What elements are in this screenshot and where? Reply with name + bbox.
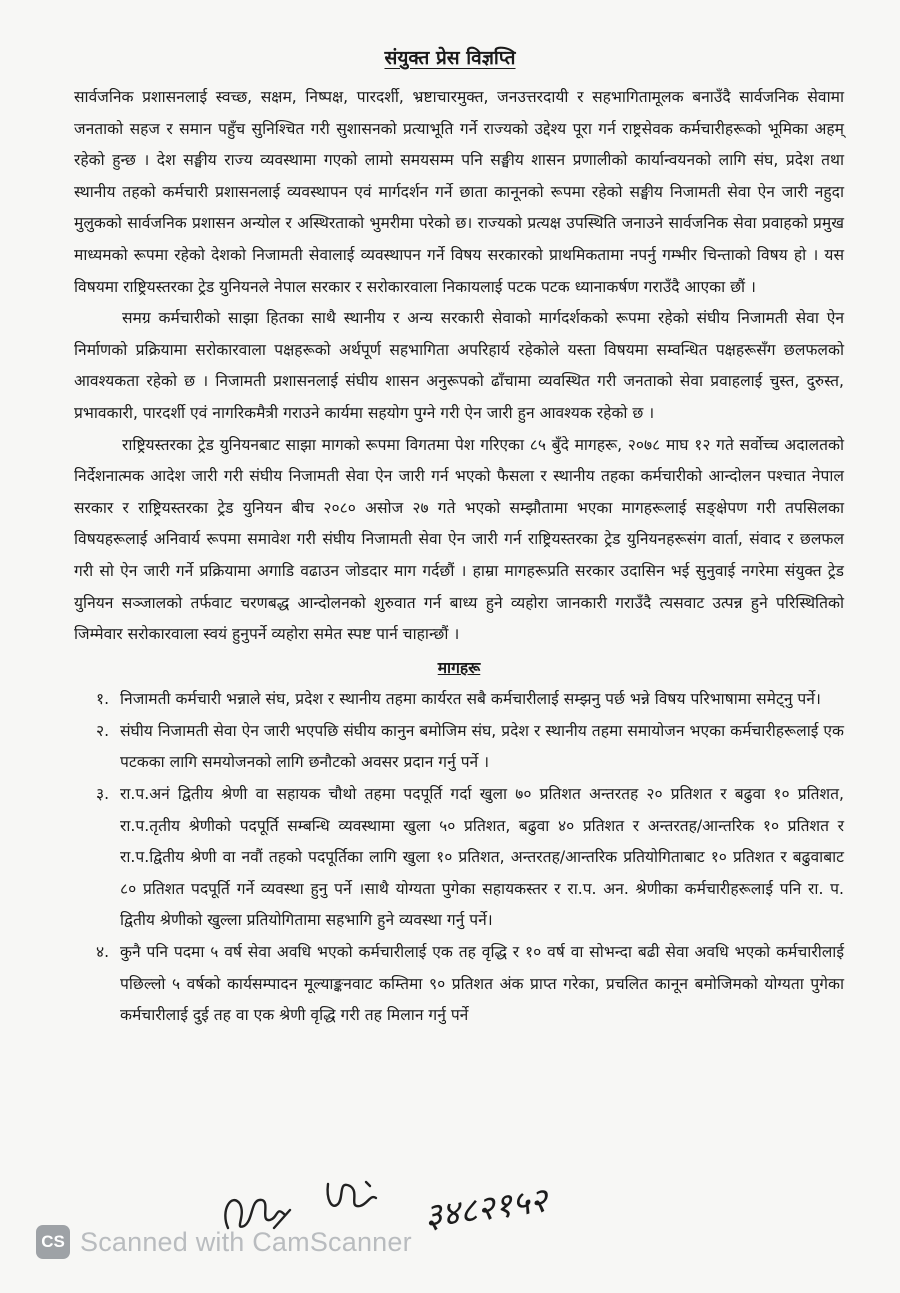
signature-2 <box>328 1182 376 1206</box>
document-body <box>74 82 844 1032</box>
handwritten-note: ३४८२१५२ <box>421 1180 550 1238</box>
page-title: संयुक्त प्रेस विज्ञप्ति <box>384 47 516 69</box>
list-item-text: रा.प.अनं द्वितीय श्रेणी वा सहायक चौथो तहमा पदपूर्ति गर्दा खुला ७० प्रतिशत अन्तरतह २० प्रतिशत र बढुवा १० प्रतिशत, रा.प.तृतीय श्रेणीको पदपूर्ति सम्बन्धि व्यवस्थामा खुला ५० प्रतिशत, बढुवा ४० प्रतिशत र अन्तरतह/आन्तरिक १० प्रतिशत र रा.प.द्वितीय श्रेणी वा नवौं तहको पदपूर्तिका लागि खुला १० प्रतिशत, अन्तरतह/आन्तरिक प्रतियोगिताबाट १० प्रतिशत र बढुवाबाट ८० प्रतिशत पदपूर्ति गर्ने व्यवस्था हुनु पर्ने ।साथै योग्यता पुगेका सहायकस्तर र रा.प. अन. श्रेणीका कर्मचारीहरूलाई पनि रा. प. द्वितीय श्रेणीको खुल्ला प्रतियोगितामा सहभागि हुने व्यवस्था गर्नु पर्ने। <box>120 785 844 930</box>
demand-paragraph: राष्ट्रियस्तरका ट्रेड युनियनबाट साझा मागको रूपमा विगतमा पेश गरिएका ८५ बुँदे मागहरू, २०७८ माघ १२ गते सर्वोच्च अदालतको निर्देशनात्मक आदेश जारी गरी संघीय निजामती सेवा ऐन जारी गर्न भएको फैसला र स्थानीय तहका कर्मचारीको आन्दोलन पश्चात नेपाल सरकार र राष्ट्रियस्तरका ट्रेड युनियन बीच २०८० असोज २७ गते भएको सम्झौतामा भएका मागहरूलाई सङ्क्षेपण गरी तपसिलका विषयहरूलाई अनिवार्य रूपमा समावेश गरी संघीय निजामती सेवा ऐन जारी गर्न राष्ट्रियस्तरका ट्रेड युनियनहरूसंग वार्ता, संवाद र छलफल गरी सो ऐन जारी गर्ने प्रक्रियामा अगाडि वढाउन जोडदार माग गर्दछौं । हाम्रा मागहरूप्रति सरकार उदासिन भई सुनुवाई नगरेमा संयुक्त ट्रेड युनियन सञ्जालको तर्फवाट चरणबद्ध आन्दोलनको शुरुवात गर्न बाध्य हुने व्यहोरा जानकारी गराउँदै त्यसवाट उत्पन्न हुने परिस्थितिको जिम्मेवार सरोकारवाला स्वयं हुनुपर्ने व्यहोरा समेत स्पष्ट पार्न चाहान्छौं । <box>74 435 844 644</box>
list-item <box>74 684 844 716</box>
list-item-number: १. <box>96 690 110 709</box>
list-item-text: कुनै पनि पदमा ५ वर्ष सेवा अवधि भएको कर्मचारीलाई एक तह वृद्धि र १० वर्ष वा सोभन्दा बढी सेवा अवधि भएको कर्मचारीलाई पछिल्लो ५ वर्षको कार्यसम्पादन मूल्याङ्कनवाट कम्तिमा ९० प्रतिशत अंक प्राप्त गरेका, प्रचलित कानून बमोजिमको योग्यता पुगेका कर्मचारीलाई दुई तह वा एक श्रेणी वृद्धि गरी तह मिलान गर्नु पर्ने <box>120 943 844 1025</box>
demands-list <box>74 684 844 1032</box>
list-item <box>74 779 844 937</box>
list-item <box>74 937 844 1032</box>
list-item <box>74 716 844 779</box>
camscanner-logo-icon: CS <box>36 1225 70 1259</box>
watermark-text: Scanned with CamScanner <box>80 1226 412 1257</box>
body-paragraph: समग्र कर्मचारीको साझा हितका साथै स्थानीय र अन्य सरकारी सेवाको मार्गदर्शकको रूपमा रहेको संघीय निजामती सेवा ऐन निर्माणको प्रक्रियामा सरोकारवाला पक्षहरूको अर्थपूर्ण सहभागिता अपरिहार्य रहेकोले यस्ता विषयमा सम्वन्धित पक्षहरूसँग छलफलको आवश्यकता रहेको छ । निजामती प्रशासनलाई संघीय शासन अनुरूपको ढाँचामा व्यवस्थित गरी जनताको सेवा प्रवाहलाई चुस्त, दुरुस्त, प्रभावकारी, पारदर्शी एवं नागरिकमैत्री गराउने कार्यमा सहयोग पुग्ने गरी ऐन जारी हुन आवश्यक रहेको छ । <box>74 309 844 422</box>
demands-heading: मागहरू <box>437 658 481 677</box>
camscanner-watermark <box>36 1222 412 1262</box>
list-item-number: ३. <box>96 785 110 804</box>
list-item-number: ४. <box>96 943 110 962</box>
intro-paragraph: सार्वजनिक प्रशासनलाई स्वच्छ, सक्षम, निष्पक्ष, पारदर्शी, भ्रष्टाचारमुक्त, जनउत्तरदायी र सहभागितामूलक बनाउँदै सार्वजनिक सेवामा जनताको सहज र समान पहुँच सुनिश्चित गरी सुशासनको प्रत्याभूति गर्ने राज्यको उद्देश्य पूरा गर्न राष्ट्रसेवक कर्मचारीहरूको भूमिका अहम् रहेको हुन्छ । देश सङ्घीय राज्य व्यवस्थामा गएको लामो समयसम्म पनि सङ्घीय शासन प्रणालीको कार्यान्वयनको लागि संघ, प्रदेश तथा स्थानीय तहको कर्मचारी प्रशासनलाई व्यवस्थापन एवं मार्गदर्शन गर्ने छाता कानूनको रूपमा रहेको सङ्घीय निजामती सेवा ऐन जारी नहुदा मुलुकको सार्वजनिक प्रशासन अन्योल र अस्थिरताको भुमरीमा परेको छ। राज्यको प्रत्यक्ष उपस्थिति जनाउने सार्वजनिक सेवा प्रवाहको प्रमुख माध्यमको रूपमा रहेको देशको निजामती सेवालाई व्यवस्थापन गर्ने विषय सरकारको प्राथमिकतामा नपर्नु गम्भीर चिन्ताको विषय हो । यस विषयमा राष्ट्रियस्तरका ट्रेड युनियनले नेपाल सरकार र सरोकारवाला निकायलाई पटक पटक ध्यानाकर्षण गराउँदै आएका छौं । <box>74 88 844 296</box>
list-item-text: संघीय निजामती सेवा ऐन जारी भएपछि संघीय कानुन बमोजिम संघ, प्रदेश र स्थानीय तहमा समायोजन भएका कर्मचारीहरूलाई एक पटकका लागि समयोजनको लागि छनौटको अवसर प्रदान गर्नु पर्ने । <box>120 721 844 772</box>
list-item-text: निजामती कर्मचारी भन्नाले संघ, प्रदेश र स्थानीय तहमा कार्यरत सबै कर्मचारीलाई सम्झनु पर्छ भन्ने विषय परिभाषामा समेट्नु पर्ने। <box>120 690 821 709</box>
list-item-number: २. <box>96 721 110 740</box>
